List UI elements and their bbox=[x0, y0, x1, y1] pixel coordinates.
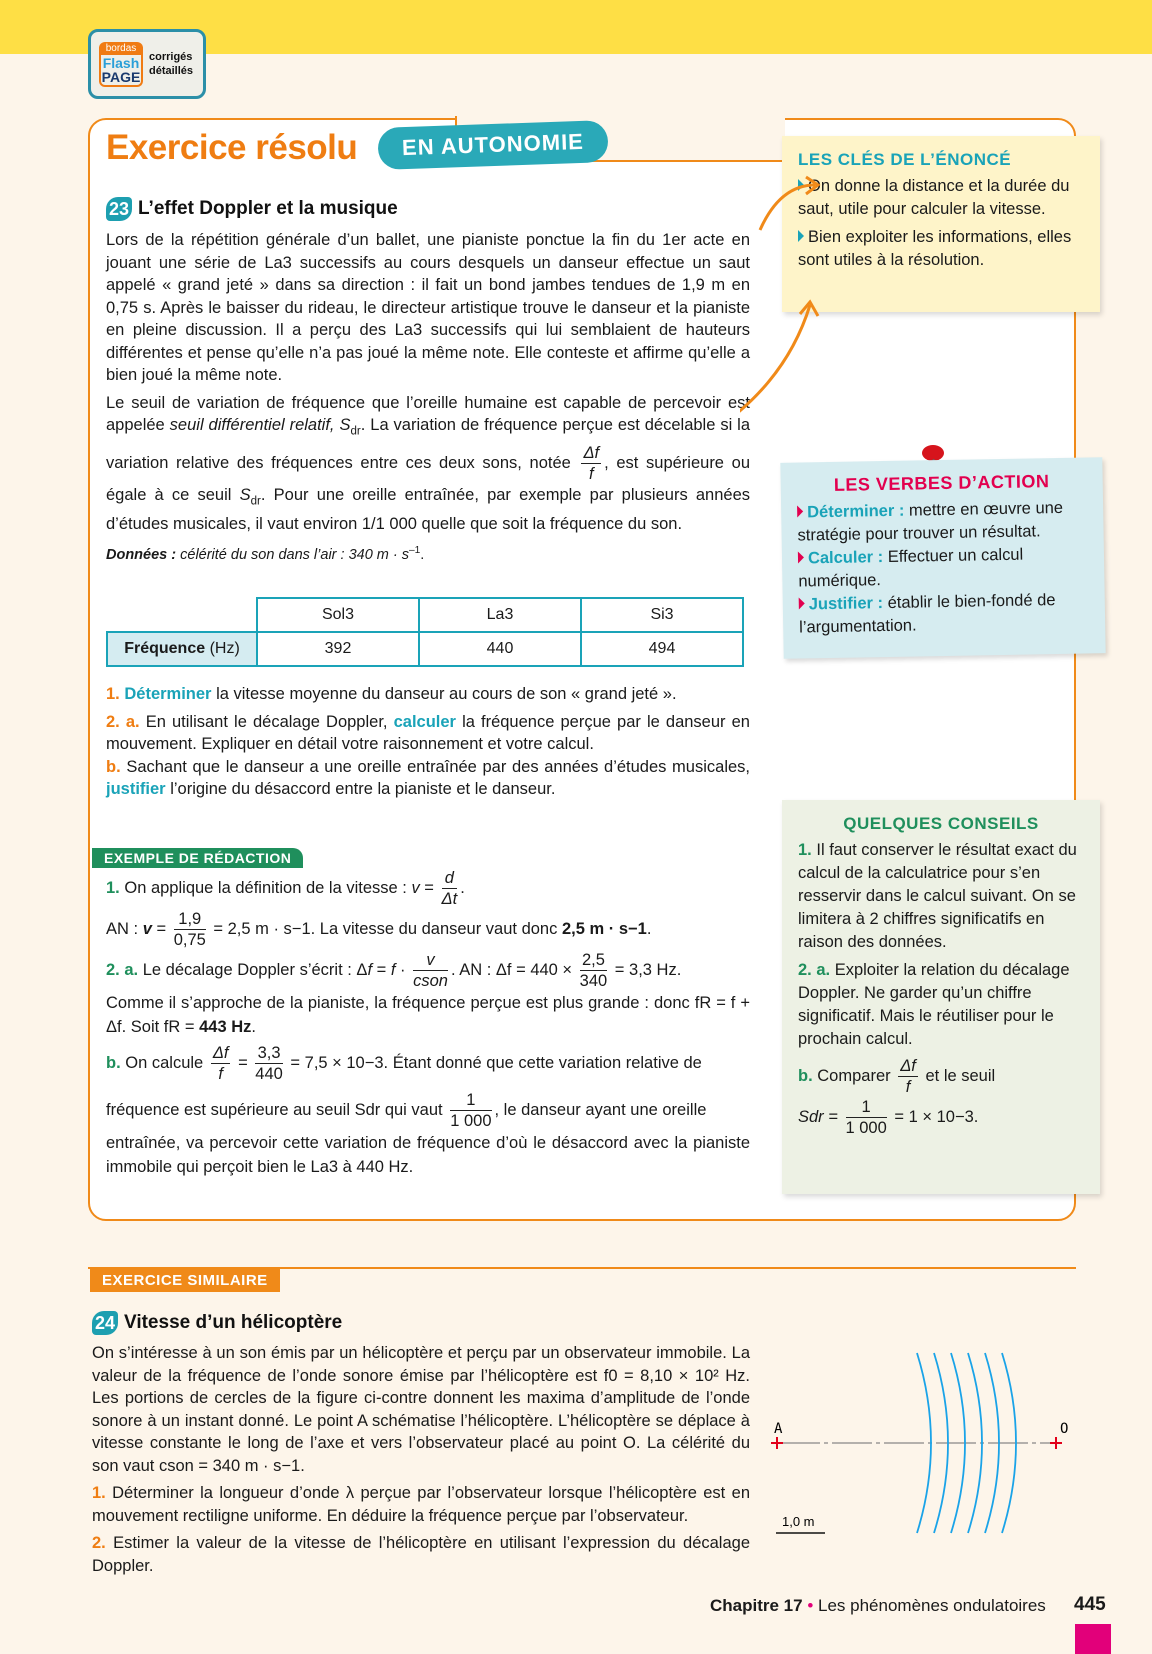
wavefront-figure bbox=[770, 1345, 1080, 1545]
conseil-2a: 2. a. Exploiter la relation du décalage Doppler. Ne garder qu’un chiffre significatif. Mais le réutiliser pour le prochain calcul. bbox=[798, 961, 1070, 1048]
exercise-24-heading bbox=[92, 1311, 342, 1335]
cles-title: LES CLÉS DE L’ÉNONCÉ bbox=[798, 150, 1012, 169]
solution-line-2: AN : v = $\frac{1,9}{0,75}$ = 2,5 m · s−1. La vitesse du danseur vaut donc 2,5 m · s−1. bbox=[106, 910, 652, 949]
value-la3: 440 bbox=[419, 632, 581, 666]
row-label: Fréquence (Hz) bbox=[107, 632, 257, 666]
table-row bbox=[107, 632, 743, 666]
similar-p1: On s’intéresse à un son émis par un hélicoptère et perçu par un observateur immobile. La valeur de la fréquence de l’onde sonore émise par l’hélicoptère est f0 = 8,10 × 10² Hz. Les portions de cercles de la figure ci-contre donnent les maxima d’amplitude de l’onde sonore à un instant donné. Le point A schématise l’hélicoptère. L’hélicoptère se déplace à vitesse constante le long de l’axe et vers l’observateur placé au point O. La célérité du son vaut cson = 340 m · s−1. bbox=[92, 1344, 750, 1475]
frequency-table bbox=[106, 597, 744, 667]
point-o-label: O bbox=[1060, 1421, 1069, 1437]
flash-page-mark: Flash PAGE bbox=[99, 55, 143, 87]
solution-line-7: entraînée, va percevoir cette variation de fréquence d’où le désaccord avec la pianiste immobile qui perçoit bien le La3 à 440 Hz. bbox=[106, 1134, 750, 1176]
bullet-icon bbox=[797, 505, 803, 517]
similar-q2: 2. Estimer la valeur de la vitesse de l’hélicoptère en utilisant l’expression du décalage Doppler. bbox=[92, 1534, 750, 1575]
header-sol3: Sol3 bbox=[257, 598, 419, 632]
corriges-label: corrigés détaillés bbox=[149, 51, 194, 77]
verbes-title: LES VERBES D’ACTION bbox=[833, 471, 1050, 495]
worked-solution bbox=[106, 868, 750, 1179]
solution-line-1: 1. On applique la définition de la vitesse : v = $\frac{d}{\Delta t}$ . bbox=[106, 869, 465, 908]
question-1: 1. Déterminer la vitesse moyenne du danseur au cours de son « grand jeté ». bbox=[106, 685, 677, 703]
conseils-title: QUELQUES CONSEILS bbox=[843, 814, 1039, 833]
question-2b: b. Sachant que le danseur a une oreille entraînée par des années d’études musicales, justifier l’origine du désaccord entre la pianiste et le danseur. bbox=[106, 757, 750, 798]
arrows bbox=[740, 170, 830, 420]
verbes-action-panel bbox=[780, 457, 1105, 659]
header-si3: Si3 bbox=[581, 598, 743, 632]
donnees: Données : célérité du son dans l’air : 340 $m \cdot s^{-1}$. bbox=[106, 545, 425, 563]
conseil-2b-sdr: Sdr = $\frac{1}{1 000}$ = 1 × 10−3. bbox=[798, 1098, 979, 1137]
conseils-panel bbox=[782, 800, 1100, 1194]
point-o-marker-icon bbox=[1050, 1437, 1062, 1449]
cles-item: Bien exploiter les informations, elles sont utiles à la résolution. bbox=[798, 228, 1072, 269]
verbe-item: Déterminer : mettre en œuvre une stratégie pour trouver un résultat. bbox=[797, 498, 1064, 545]
conseil-1: 1. Il faut conserver le résultat exact du calcul de la calculatrice pour s’en resservir dans le calcul suivant. On se limitera à 2 chiffres significatifs en raison des données. bbox=[798, 841, 1077, 951]
table-header-row bbox=[107, 598, 743, 632]
cles-item: On donne la distance et la durée du saut, utile pour calculer la vitesse. bbox=[798, 177, 1070, 218]
exercice-similaire-tag: EXERCICE SIMILAIRE bbox=[90, 1269, 280, 1292]
statement-p1: Lors de la répétition générale d’un ballet, une pianiste ponctue la fin du 1er acte en jouant une série de La3 successifs au cours desquels un danseur effectue un saut appelé « grand jeté » dans sa direction : il fait un bond jambes tendues de 1,9 m en 0,75 s. Après le baisser du rideau, le directeur artistique trouve le danseur et la pianiste en pleine discussion. Il a perçu des La3 successifs qui lui semblaient de hauteurs différentes et pense qu’elle n’a pas joué la même note. Elle conteste et affirme qu’elle a bien joué la même note. bbox=[106, 231, 750, 384]
arrow-to-cles-2 bbox=[740, 305, 810, 415]
page-title: Exercice résolu bbox=[106, 128, 358, 167]
verbe-item: Calculer : Effectuer un calcul numérique. bbox=[798, 545, 1024, 591]
point-a-label: A bbox=[774, 1421, 783, 1437]
similar-q1: 1. Déterminer la longueur d’onde λ perçue par l’observateur lorsque l’hélicoptère est en mouvement rectiligne uniforme. En déduire la fréquence perçue par l’observateur. bbox=[92, 1484, 750, 1525]
exercise-number: 23 bbox=[106, 197, 132, 221]
exercise-23-heading bbox=[106, 197, 398, 221]
statement-p2: Le seuil de variation de fréquence que l’oreille humaine est capable de percevoir est appelée seuil différentiel relatif, $S_{dr}$. La variation de fréquence perçue est décelable si la variation relative des fréquences entre ces deux sons, notée $\frac{\Delta f}{f}$ , est supérieure ou égale à ce seuil $S_{dr}$. Pour une oreille entraînée, par exemple par plusieurs années d’études musicales, il vaut environ 1/1 000 quelle que soit la fréquence du son. bbox=[106, 393, 751, 533]
similar-statement bbox=[92, 1342, 750, 1582]
autonomy-badge: EN AUTONOMIE bbox=[377, 120, 608, 170]
scale-label: 1,0 m bbox=[782, 1514, 815, 1529]
solution-line-6: fréquence est supérieure au seuil Sdr qui vaut $\frac{1}{1 000}$ , le danseur ayant une oreille bbox=[106, 1091, 707, 1130]
bordas-label: bordas bbox=[99, 42, 143, 55]
exercise-number: 24 bbox=[92, 1311, 118, 1335]
question-2a: 2. a. En utilisant le décalage Doppler, calculer la fréquence perçue par le danseur en mouvement. Expliquer en détail votre raisonnement et votre calcul. bbox=[106, 712, 750, 753]
exercise-statement bbox=[106, 229, 750, 571]
exemple-redaction-tag: EXEMPLE DE RÉDACTION bbox=[92, 848, 303, 868]
verbe-item: Justifier : établir le bien-fondé de l’argumentation. bbox=[799, 591, 1056, 637]
conseil-2b: b. Comparer $\frac{\Delta f}{f}$ et le seuil bbox=[798, 1057, 996, 1096]
bullet-icon bbox=[799, 597, 805, 609]
solution-line-4: Comme il s’approche de la pianiste, la fréquence perçue est plus grande : donc fR = f + Δf. Soit fR = 443 Hz. bbox=[106, 994, 750, 1036]
point-a-marker-icon bbox=[771, 1437, 783, 1449]
solution-line-5: b. On calcule $\frac{\Delta f}{f}$ = $\frac{3,3}{440}$ = 7,5 × 10−3. Étant donné que cette variation relative de bbox=[106, 1044, 702, 1083]
flash-page-logo[interactable] bbox=[88, 29, 206, 99]
exercise-title: L’effet Doppler et la musique bbox=[138, 198, 398, 220]
bullet-icon bbox=[798, 551, 804, 563]
header-la3: La3 bbox=[419, 598, 581, 632]
solution-line-3: 2. a. Le décalage Doppler s’écrit : Δf = f · $\frac{v}{\text{cson}}$ . AN : Δf = 440 × $\frac{2,5}{340}$ = 3,3 Hz. bbox=[106, 951, 682, 990]
value-si3: 494 bbox=[581, 632, 743, 666]
page-tab bbox=[1075, 1624, 1111, 1654]
questions bbox=[106, 683, 750, 806]
page-footer: Chapitre 17 • Les phénomènes ondulatoires bbox=[710, 1596, 1046, 1615]
exercise-title: Vitesse d’un hélicoptère bbox=[124, 1312, 343, 1334]
value-sol3: 392 bbox=[257, 632, 419, 666]
page-number: 445 bbox=[1074, 1594, 1106, 1615]
